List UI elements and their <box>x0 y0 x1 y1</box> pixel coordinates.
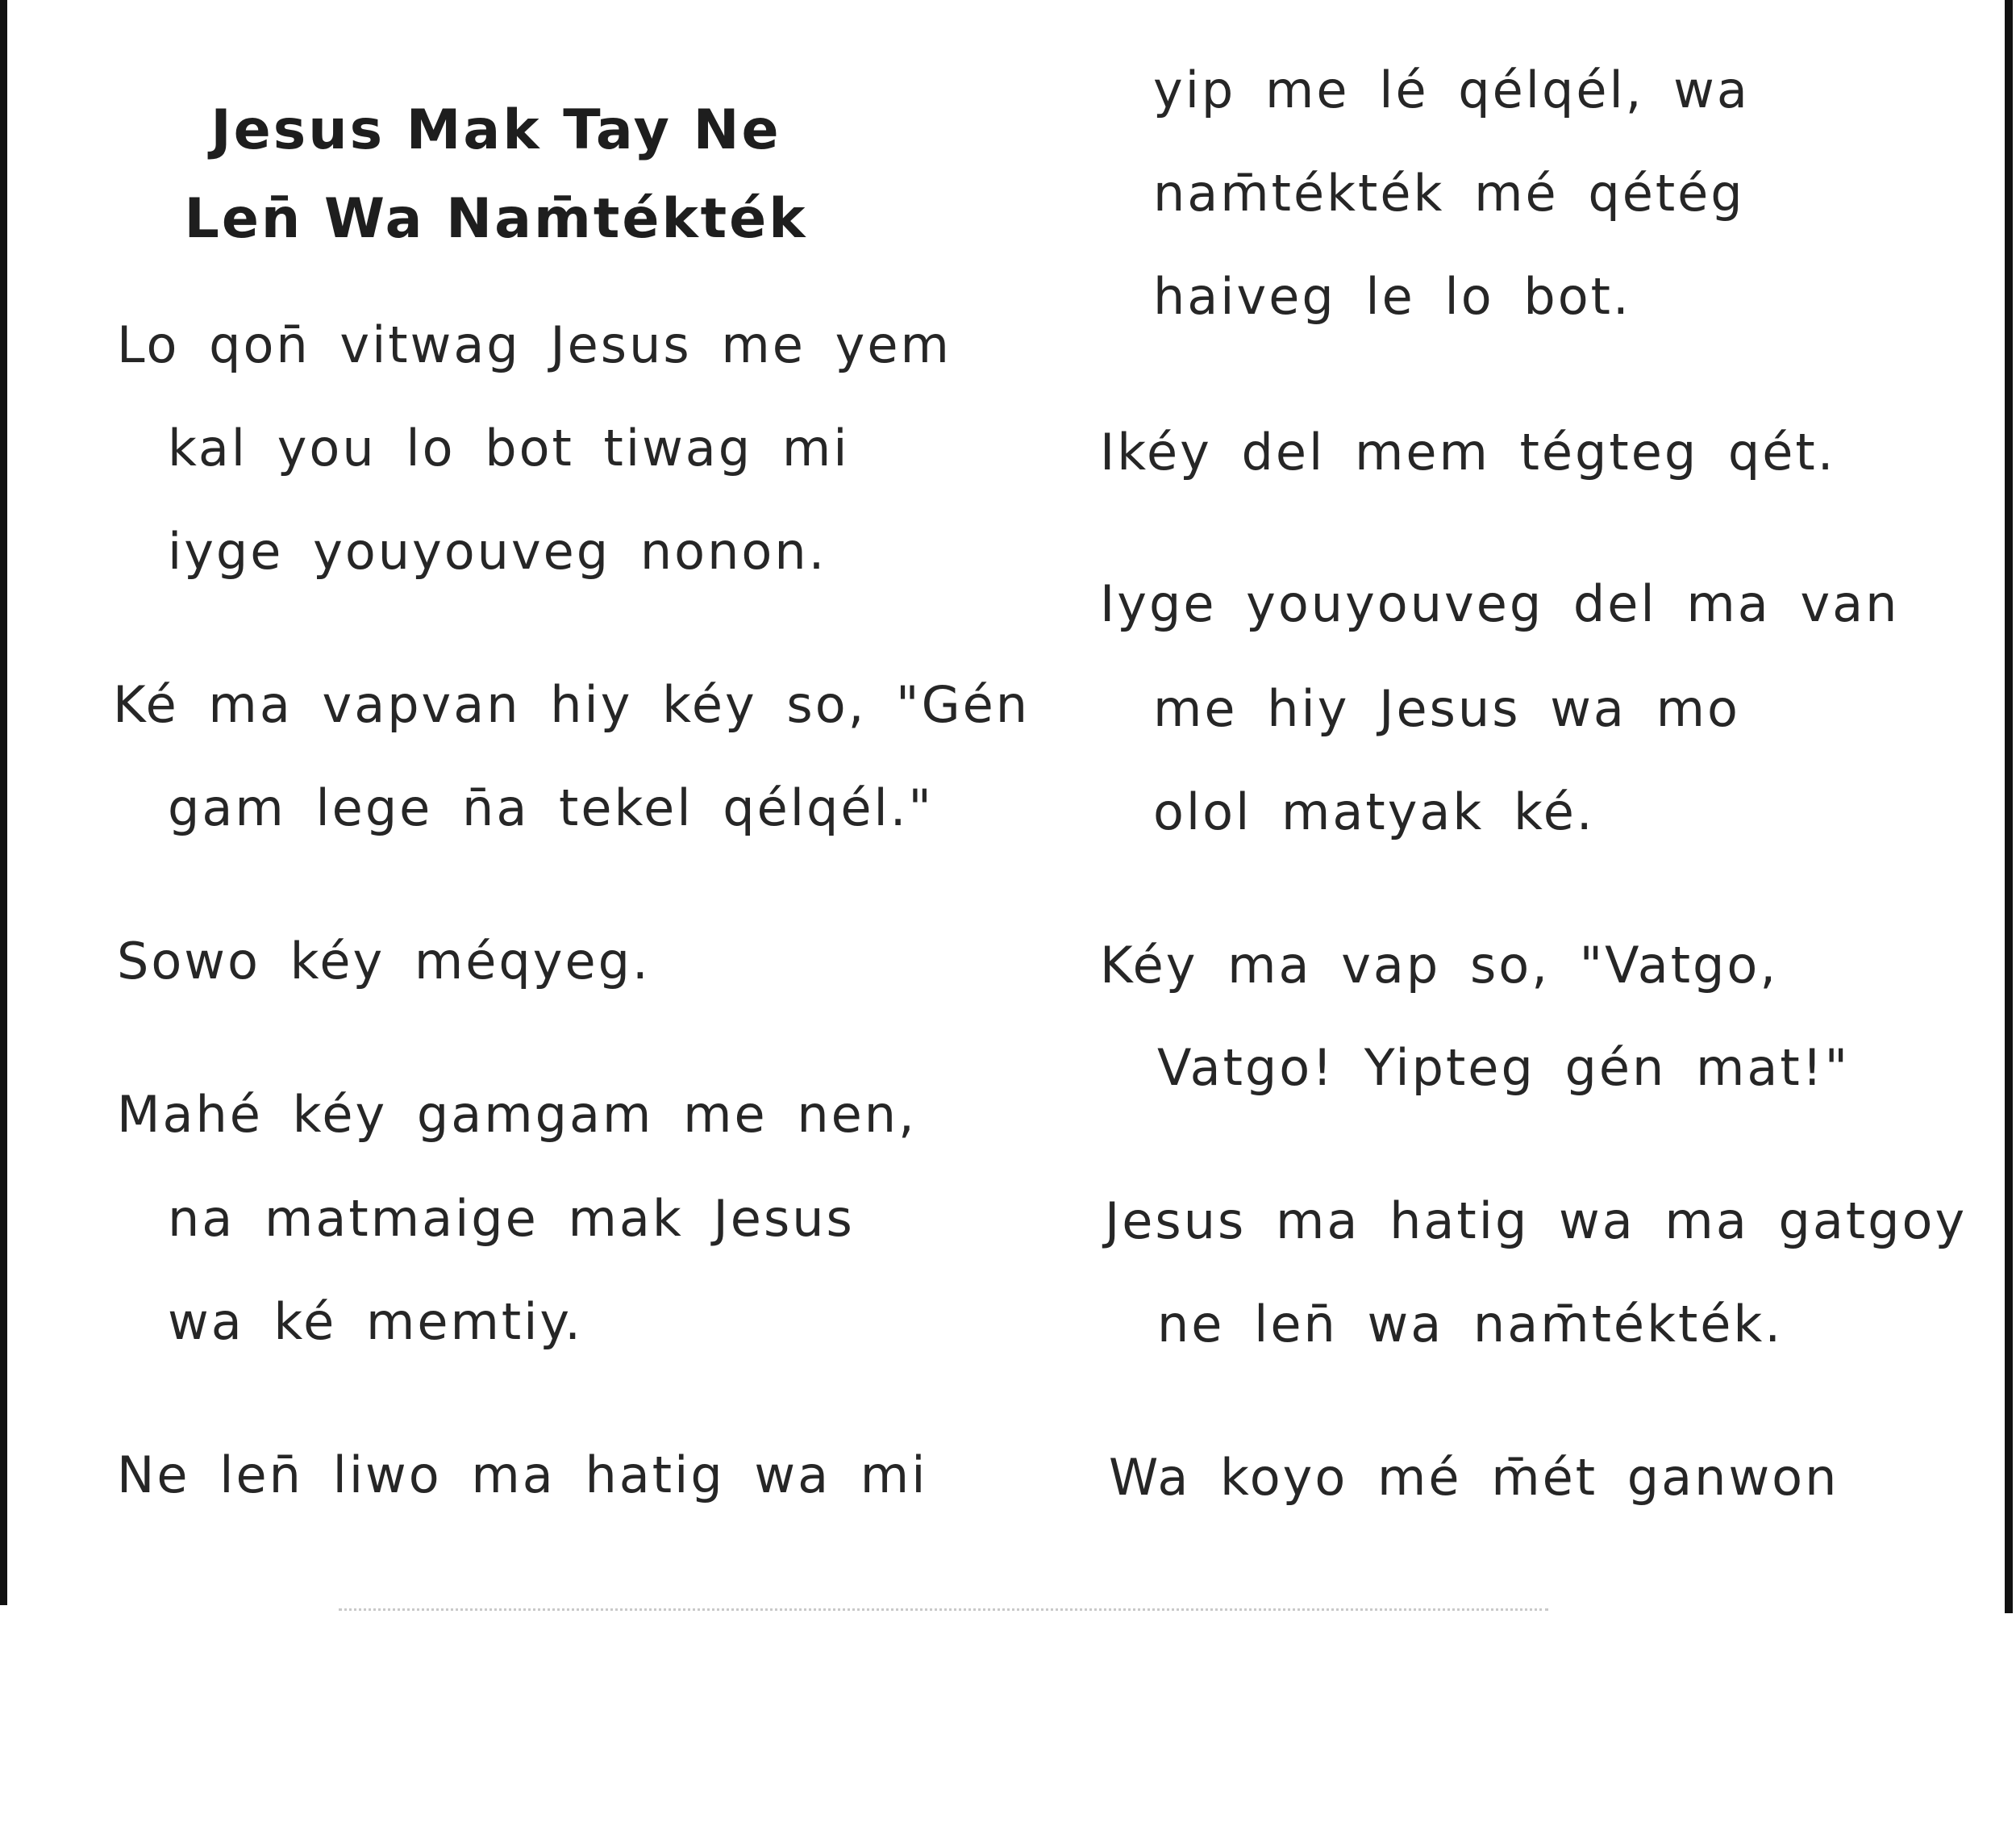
left-line-3: iyge youyouveg nonon. <box>168 522 827 581</box>
left-line-10: Ne len̄ liwo ma hatig wa mi <box>117 1445 928 1504</box>
story-title-line-2: Len̄ Wa Nam̄tékték <box>184 187 808 251</box>
right-line-1: yip me lé qélqél, wa <box>1153 60 1750 119</box>
right-line-8: Kéy ma vap so, "Vatgo, <box>1100 936 1779 995</box>
right-line-9: Vatgo! Yipteg gén mat!" <box>1157 1038 1851 1097</box>
left-line-8: na matmaige mak Jesus <box>168 1189 855 1248</box>
right-line-6: me hiy Jesus wa mo <box>1153 679 1740 738</box>
right-page-edge <box>2005 0 2013 1613</box>
left-line-2: kal you lo bot tiwag mi <box>168 419 850 478</box>
right-line-11: ne len̄ wa nam̄tékték. <box>1157 1295 1784 1353</box>
right-line-7: olol matyak ké. <box>1153 782 1595 841</box>
right-line-3: haiveg le lo bot. <box>1153 267 1631 326</box>
left-line-1: Lo qon̄ vitwag Jesus me yem <box>117 315 952 374</box>
left-line-7: Mahé kéy gamgam me nen, <box>117 1085 917 1144</box>
right-line-2: nam̄tékték mé qétég <box>1153 164 1745 223</box>
left-line-4: Ké ma vapvan hiy kéy so, "Gén <box>113 675 1031 734</box>
right-line-4: Ikéy del mem tégteg qét. <box>1100 423 1836 482</box>
left-page-edge <box>0 0 7 1605</box>
right-line-10: Jesus ma hatig wa ma gatgoy <box>1105 1191 1968 1250</box>
bottom-dotted-rule <box>339 1608 1548 1611</box>
left-line-5: gam lege n̄a tekel qélqél." <box>168 778 934 837</box>
left-line-9: wa ké memtiy. <box>168 1292 583 1351</box>
left-line-6: Sowo kéy méqyeg. <box>117 932 651 991</box>
right-line-5: Iyge youyouveg del ma van <box>1100 574 1900 633</box>
right-line-12: Wa koyo mé m̄ét ganwon <box>1109 1448 1839 1507</box>
story-title-line-1: Jesus Mak Tay Ne <box>210 98 781 162</box>
